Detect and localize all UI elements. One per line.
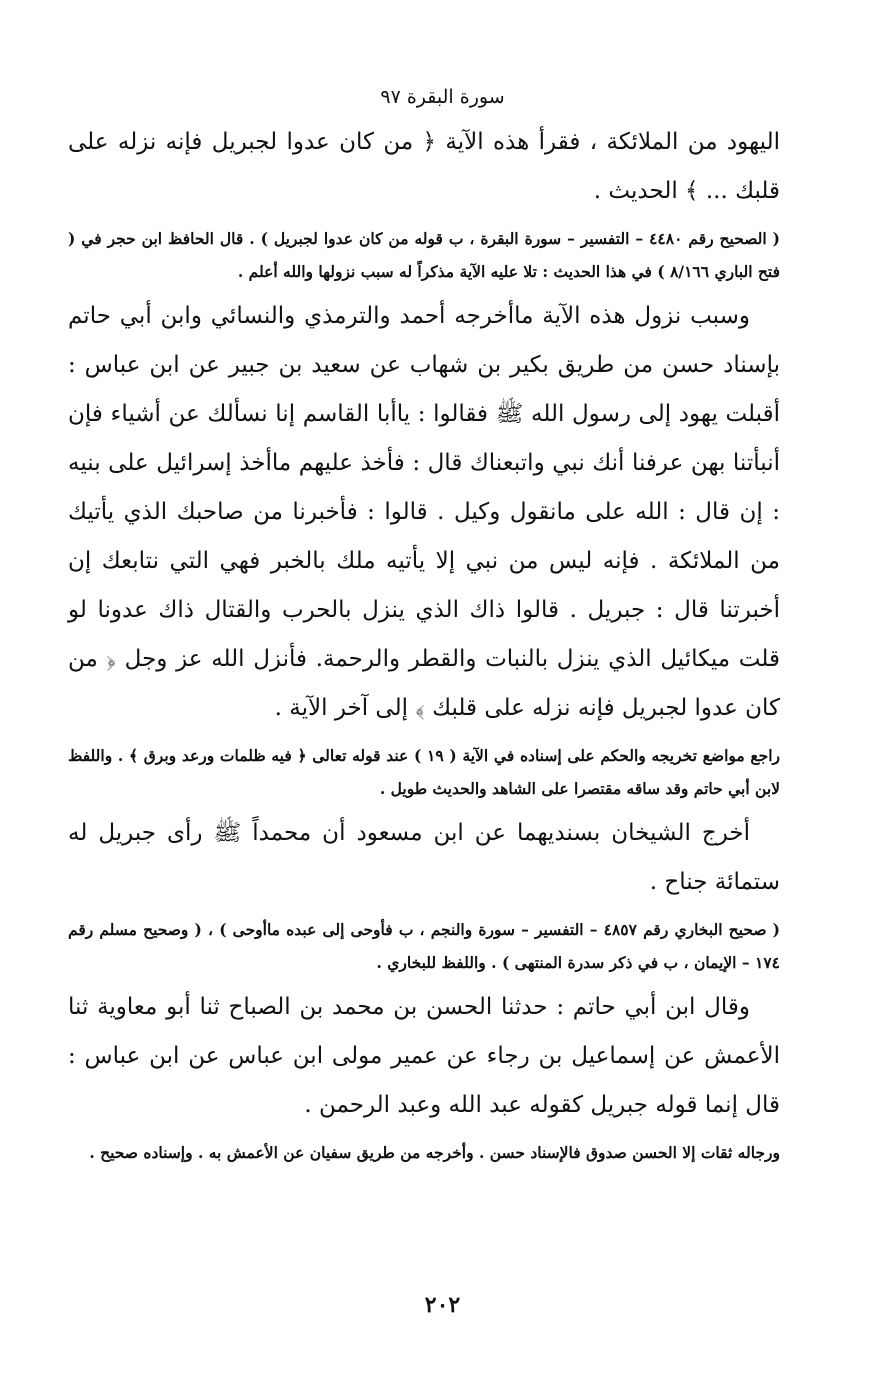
page-body — [68, 118, 780, 1173]
page-number: ٢٠٢ — [424, 1292, 461, 1318]
text-paragraph: وقال ابن أبي حاتم : حدثنا الحسن بن محمد بن الصباح ثنا أبو معاوية ثنا الأعمش عن إسماعيل بن رجاء عن عمير مولى ابن عباس عن ابن عباس : قال إنما قوله جبريل كقوله عبد الله وعبد الرحمن . — [68, 994, 780, 1118]
footnote-reference: ورجاله ثقات إلا الحسن صدوق فالإسناد حسن . وأخرجه من طريق سفيان عن الأعمش به . وإسناده صحيح . — [89, 1143, 780, 1162]
footnote-reference: ( الصحيح رقم ٤٤٨٠ – التفسير – سورة البقرة ، ب قوله من كان عدوا لجبريل ) . قال الحافظ ابن حجر في ( فتح الباري ٨/١٦٦ ) في هذا الحديث : تلا عليه الآية مذكراً له سبب نزولها والله أعلم . — [68, 229, 780, 281]
text-paragraph: وسبب نزول هذه الآية ماأخرجه أحمد والترمذي والنسائي وابن أبي حاتم بإسناد حسن من طريق بكير بن شهاب عن سعيد بن جبير عن ابن عباس : أقبلت يهود إلى رسول الله ﷺ فقالوا : ياأبا القاسم إنا نسألك عن أشياء فإن أنبأتنا بهن عرفنا أنك نبي واتبعناك قال : فأخذ عليهم ماأخذ إسرائيل على بنيه : إن قال : الله على مانقول وكيل . قالوا : فأخبرنا من صاحبك الذي يأتيك من الملائكة . فإنه ليس من نبي إلا يأتيه ملك بالخبر فهي التي نتابعك إن أخبرتنا قال : جبريل . قالوا ذاك الذي ينزل بالحرب والقتال ذاك عدونا لو قلت ميكائيل الذي ينزل بالنبات والقطر والرحمة. فأنزل الله عز وجل ﴿ من كان عدوا لجبريل فإنه نزله على قلبك ﴾ إلى آخر الآية . — [68, 303, 780, 721]
footnote-reference: ( صحيح البخاري رقم ٤٨٥٧ – التفسير – سورة والنجم ، ب فأوحى إلى عبده ماأوحى ) ، ( وصحيح مسلم رقم ١٧٤ – الإيمان ، ب في ذكر سدرة المنتهى ) . واللفظ للبخاري . — [68, 920, 780, 972]
page-header: سورة البقرة ٩٧ — [380, 86, 505, 108]
text-paragraph: أخرج الشيخان بسنديهما عن ابن مسعود أن محمداً ﷺ رأى جبريل له ستمائة جناح . — [68, 820, 780, 895]
text-paragraph: اليهود من الملائكة ، فقرأ هذه الآية ﴿ من كان عدوا لجبريل فإنه نزله على قلبك ... ﴾ الحديث . — [68, 129, 780, 204]
footnote-reference: راجع مواضع تخريجه والحكم على إسناده في الآية ( ١٩ ) عند قوله تعالى ﴿ فيه ظلمات ورعد وبرق ﴾ . واللفظ لابن أبي حاتم وقد ساقه مقتصرا على الشاهد والحديث طويل . — [68, 746, 781, 798]
